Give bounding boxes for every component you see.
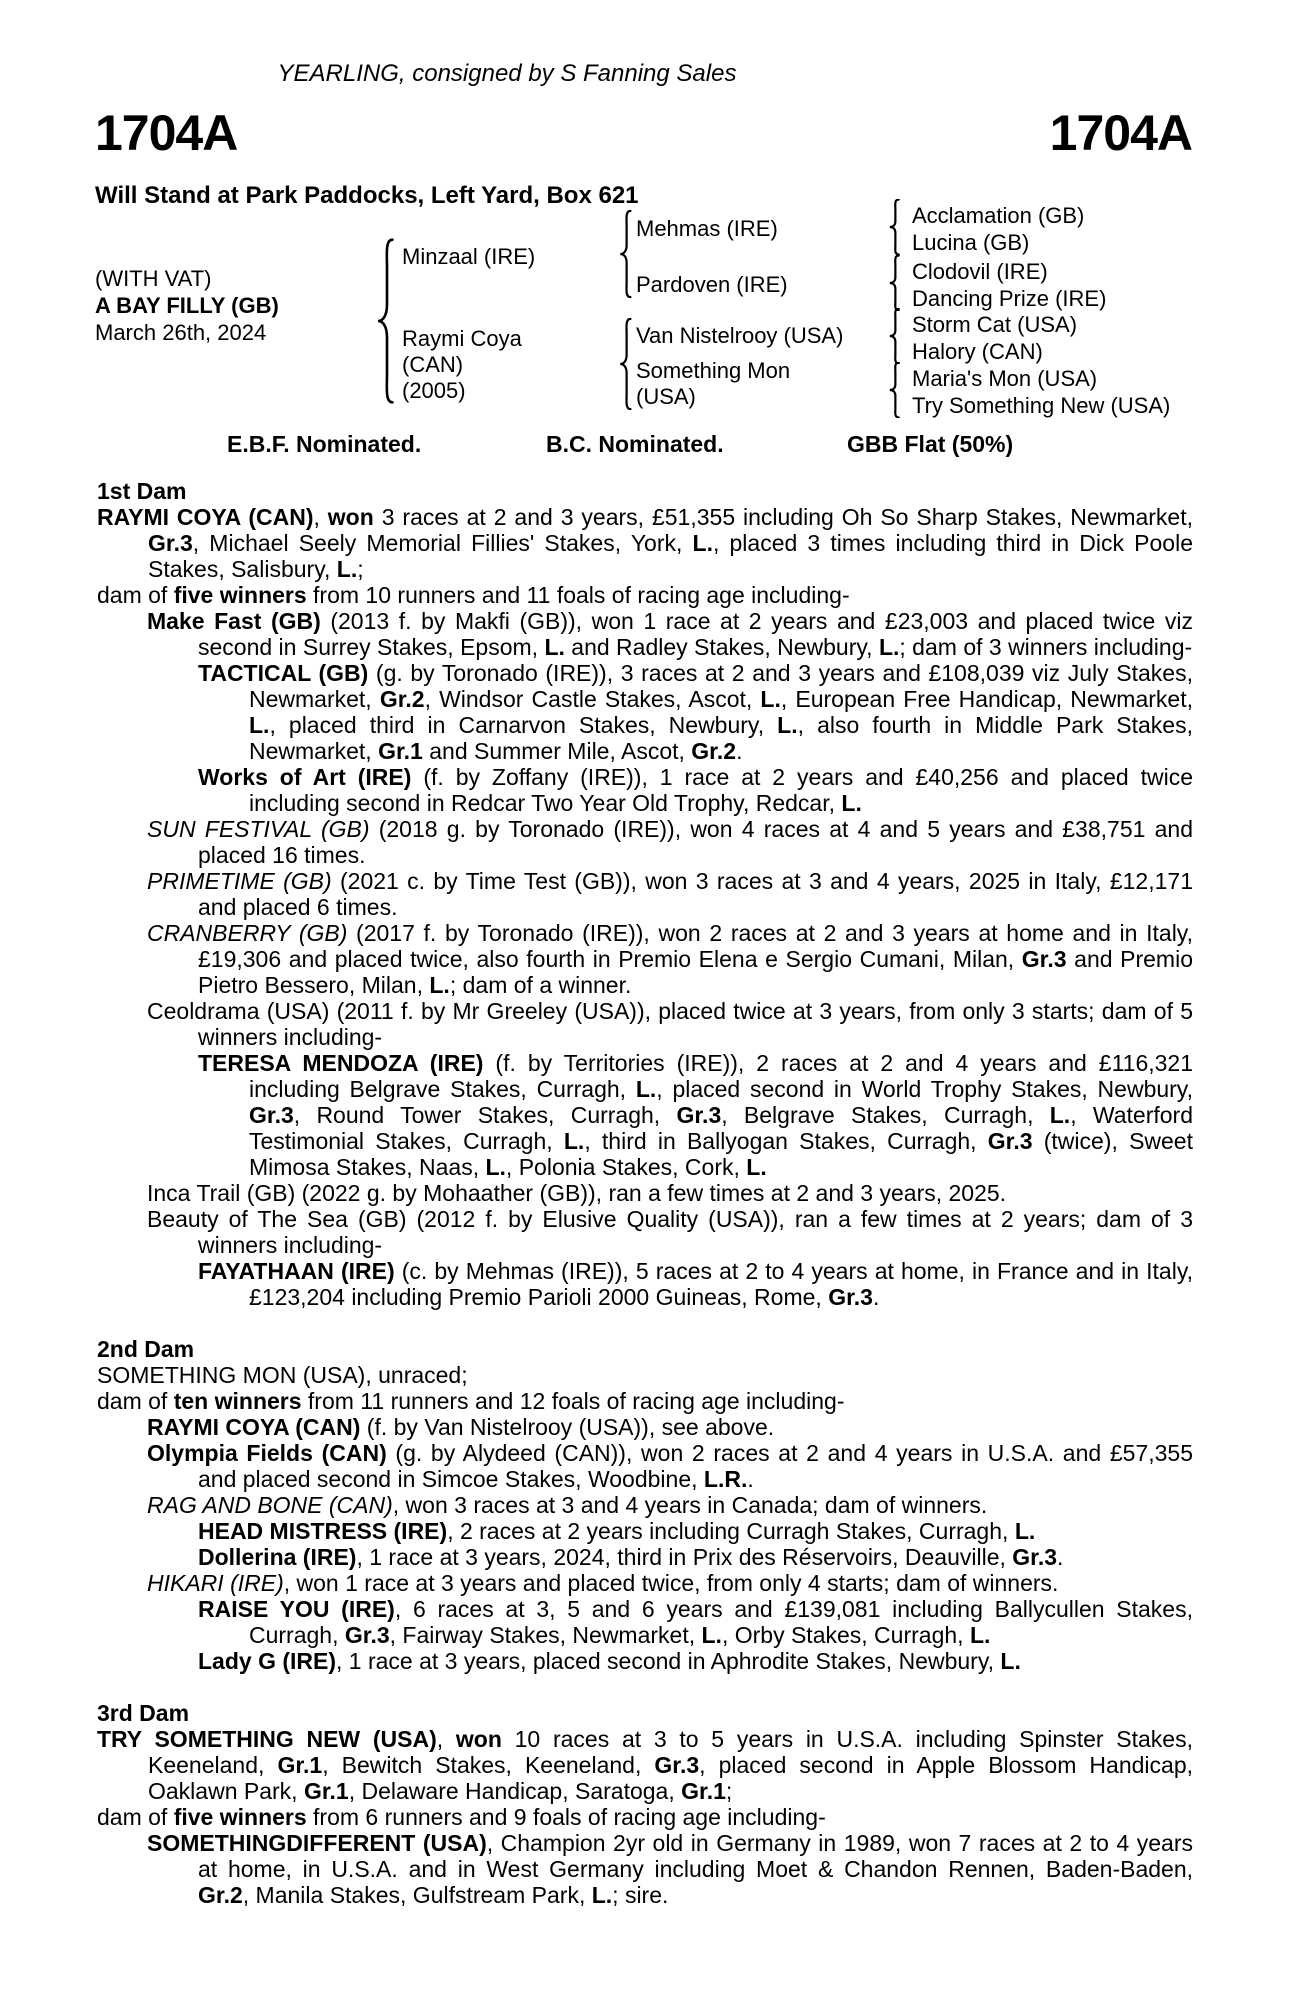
ancestor-name: Storm Cat (USA) [912,312,1078,337]
pedigree-paragraph: SOMETHING MON (USA), unraced; [97,1362,468,1388]
pedigree-paragraph: RAG AND BONE (CAN), won 3 races at 3 and 4 years in Canada; dam of winners. [147,1492,988,1518]
pedigree-paragraph: Make Fast (GB) (2013 f. by Makfi (GB)), won 1 race at 2 years and £23,003 and placed twice viz second in Surrey Stakes, Epsom, L. and Radley Stakes, Newbury, L.; dam of 3 winners including- [147,608,1193,660]
pedigree-paragraph: TERESA MENDOZA (IRE) (f. by Territories (IRE)), 2 races at 2 and 4 years and £116,321 including Belgrave Stakes, Curragh, L., placed second in World Trophy Stakes, Newbury, Gr.3, Round Tower Stakes, Curragh, Gr.3, Belgrave Stakes, Curragh, L., Waterford Testimonial Stakes, Curragh, L., third in Ballyogan Stakes, Curragh, Gr.3 (twice), Sweet Mimosa Stakes, Naas, L., Polonia Stakes, Cork, L. [198,1050,1193,1180]
pedigree-paragraph: FAYATHAAN (IRE) (c. by Mehmas (IRE)), 5 races at 2 to 4 years at home, in France and in Italy, £123,204 including Premio Parioli 2000 Guineas, Rome, Gr.3. [198,1258,1194,1310]
horse-description: A BAY FILLY (GB) [95,293,279,318]
pedigree-paragraph: RAYMI COYA (CAN), won 3 races at 2 and 3 years, £51,355 including Oh So Sharp Stakes, Newmarket, Gr.3, Michael Seely Memorial Fillies' Stakes, York, L., placed 3 times including third in Dick Poole Stakes, Salisbury, L.; [97,504,1194,582]
dam-name-country: (CAN) [402,352,464,377]
pedigree-paragraph: Beauty of The Sea (GB) (2012 f. by Elusive Quality (USA)), ran a few times at 2 years; dam of 3 winners including- [147,1206,1193,1258]
granddam-name: Pardoven (IRE) [636,272,788,297]
pedigree-paragraph: TRY SOMETHING NEW (USA), won 10 races at 3 to 5 years in U.S.A. including Spinster Stakes, Keeneland, Gr.1, Bewitch Stakes, Keeneland, Gr.3, placed second in Apple Blossom Handicap, Oaklawn Park, Gr.1, Delaware Handicap, Saratoga, Gr.1; [97,1726,1193,1804]
bc-nomination: B.C. Nominated. [546,431,724,457]
pedigree-paragraph: dam of ten winners from 11 runners and 12 foals of racing age including- [97,1388,845,1414]
dam-heading: 1st Dam [97,478,187,504]
gbb-scheme: GBB Flat (50%) [847,431,1014,457]
pedigree-paragraph: Olympia Fields (CAN) (g. by Alydeed (CAN)), won 2 races at 2 and 4 years in U.S.A. and £57,355 and placed second in Simcoe Stakes, Woodbine, L.R.. [147,1440,1193,1492]
ancestor-name: Try Something New (USA) [912,393,1171,418]
pedigree-paragraph: HEAD MISTRESS (IRE), 2 races at 2 years including Curragh Stakes, Curragh, L. [198,1518,1036,1544]
stand-line: Will Stand at Park Paddocks, Left Yard, Box 621 [95,182,639,209]
ancestor-name: Lucina (GB) [912,230,1030,255]
pedigree-paragraph: dam of five winners from 10 runners and 11 foals of racing age including- [97,582,850,608]
pedigree-paragraph: PRIMETIME (GB) (2021 c. by Time Test (GB)), won 3 races at 3 and 4 years, 2025 in Italy, £12,171 and placed 6 times. [147,868,1193,920]
damsire-name: Van Nistelrooy (USA) [636,323,844,348]
ancestor-name: Halory (CAN) [912,339,1043,364]
dam-name: Raymi Coya [402,326,522,351]
pedigree-paragraph: Dollerina (IRE), 1 race at 3 years, 2024, third in Prix des Réservoirs, Deauville, Gr.3. [198,1544,1064,1570]
ancestor-name: Acclamation (GB) [912,203,1085,228]
consignor-line: YEARLING, consigned by S Fanning Sales [277,60,737,87]
pedigree-paragraph: SOMETHINGDIFFERENT (USA), Champion 2yr old in Germany in 1989, won 7 races at 2 to 4 years at home, in U.S.A. and in West Germany including Moet & Chandon Rennen, Baden-Baden, Gr.2, Manila Stakes, Gulfstream Park, L.; sire. [147,1830,1193,1908]
second-dam-country: (USA) [636,384,696,409]
pedigree-paragraph: CRANBERRY (GB) (2017 f. by Toronado (IRE)), won 2 races at 2 and 3 years at home and in Italy, £19,306 and placed twice, also fourth in Premio Elena e Sergio Cumani, Milan, Gr.3 and Premio Pietro Bessero, Milan, L.; dam of a winner. [147,920,1193,998]
dam-heading: 2nd Dam [97,1336,195,1362]
pedigree-brace [616,318,633,410]
foal-date: March 26th, 2024 [95,320,267,345]
dam-heading: 3rd Dam [97,1700,190,1726]
lot-number-left: 1704A [95,105,238,161]
pedigree-brace [372,238,396,404]
pedigree-paragraph: dam of five winners from 6 runners and 9 foals of racing age including- [97,1804,826,1830]
dam-year: (2005) [402,378,466,403]
ancestor-name: Maria's Mon (USA) [912,366,1098,391]
pedigree-paragraph: Inca Trail (GB) (2022 g. by Mohaather (GB)), ran a few times at 2 and 3 years, 2025. [147,1180,1007,1206]
pedigree-paragraph: Ceoldrama (USA) (2011 f. by Mr Greeley (USA)), placed twice at 3 years, from only 3 starts; dam of 5 winners including- [147,998,1193,1050]
vat-note: (WITH VAT) [95,266,212,291]
ebf-nomination: E.B.F. Nominated. [227,431,422,457]
pedigree-paragraph: RAYMI COYA (CAN) (f. by Van Nistelrooy (USA)), see above. [147,1414,775,1440]
pedigree-paragraph: RAISE YOU (IRE), 6 races at 3, 5 and 6 years and £139,081 including Ballycullen Stakes, Curragh, Gr.3, Fairway Stakes, Newmarket, L., Orby Stakes, Curragh, L. [198,1596,1193,1648]
ancestor-name: Clodovil (IRE) [912,259,1048,284]
grandsire-name: Mehmas (IRE) [636,216,778,241]
sire-name: Minzaal (IRE) [402,244,536,269]
pedigree-paragraph: HIKARI (IRE), won 1 race at 3 years and placed twice, from only 4 starts; dam of winners. [147,1570,1059,1596]
pedigree-brace [886,308,901,364]
pedigree-brace [886,255,901,311]
pedigree-paragraph: Works of Art (IRE) (f. by Zoffany (IRE)), 1 race at 2 years and £40,256 and placed twice including second in Redcar Two Year Old Trophy, Redcar, L. [198,764,1193,816]
pedigree-brace [886,199,901,255]
pedigree-paragraph: Lady G (IRE), 1 race at 3 years, placed second in Aphrodite Stakes, Newbury, L. [198,1648,1021,1674]
pedigree-brace [886,362,901,418]
pedigree-paragraph: TACTICAL (GB) (g. by Toronado (IRE)), 3 races at 2 and 3 years and £108,039 viz July Stakes, Newmarket, Gr.2, Windsor Castle Stakes, Ascot, L., European Free Handicap, Newmarket, L., placed third in Carnarvon Stakes, Newbury, L., also fourth in Middle Park Stakes, Newmarket, Gr.1 and Summer Mile, Ascot, Gr.2. [198,660,1193,764]
lot-number-right: 1704A [1049,105,1192,161]
ancestor-name: Dancing Prize (IRE) [912,286,1107,311]
second-dam-name: Something Mon [636,358,791,383]
pedigree-brace [616,210,633,298]
pedigree-paragraph: SUN FESTIVAL (GB) (2018 g. by Toronado (IRE)), won 4 races at 4 and 5 years and £38,751 and placed 16 times. [147,816,1193,868]
produce-record [97,478,1193,1908]
